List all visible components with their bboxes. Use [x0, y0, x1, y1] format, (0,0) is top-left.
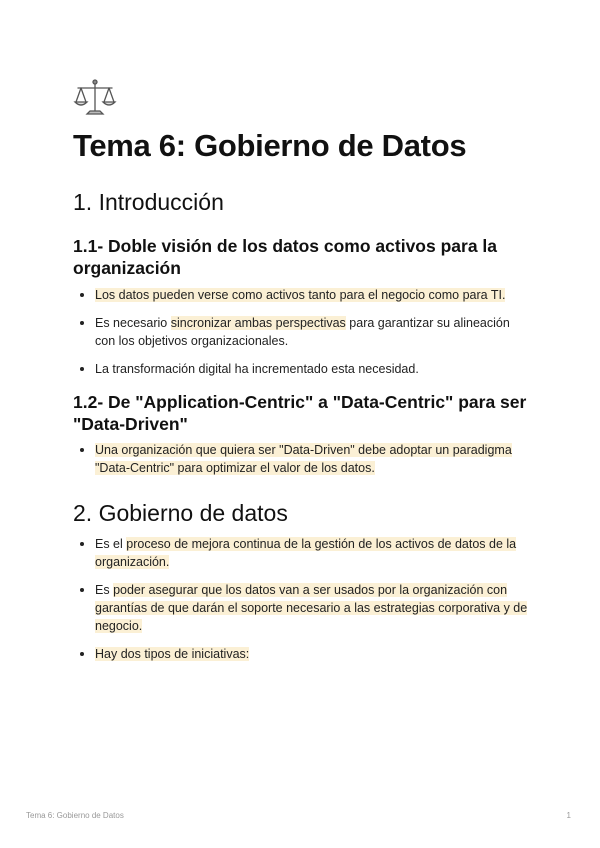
list-text: Es — [95, 583, 114, 597]
list-text: La transformación digital ha incrementado esta necesidad. — [95, 362, 419, 376]
highlight-text: sincronizar ambas perspectivas — [170, 316, 346, 330]
list-item — [73, 286, 533, 304]
highlight-text: Los datos pueden verse como activos tanto para el negocio como para TI. — [95, 288, 506, 302]
highlight-text: proceso de mejora continua de la gestión de los activos de datos de la organización. — [95, 537, 517, 569]
list-text: Es el — [95, 537, 127, 551]
subsection-heading-1-1: 1.1- Doble visión de los datos como activos para la organización — [73, 236, 498, 278]
list-item — [73, 441, 533, 477]
document-title: Tema 6: Gobierno de Datos — [73, 128, 467, 163]
list-item — [73, 535, 533, 571]
bullet-list-1-1 — [73, 286, 533, 388]
list-item — [73, 581, 533, 635]
balance-scale-icon — [73, 76, 117, 120]
list-item — [73, 645, 533, 663]
section-heading-introduccion: 1. Introducción — [73, 189, 224, 215]
footer-title: Tema 6: Gobierno de Datos — [26, 811, 124, 820]
highlight-text: poder asegurar que los datos van a ser usados por la organización con garantías de que darán el soporte necesario a las estrategias corporativa y de negocio. — [95, 583, 528, 633]
bullet-list-1-2 — [73, 441, 533, 487]
list-text: Es necesario — [95, 316, 171, 330]
bullet-list-gobierno — [73, 535, 533, 673]
page-number: 1 — [566, 811, 571, 820]
list-text: para garantizar su alineación con los objetivos organizacionales. — [95, 316, 510, 348]
highlight-text: Una organización que quiera ser "Data-Driven" debe adoptar un paradigma "Data-Centric" para optimizar el valor de los datos. — [95, 443, 512, 475]
subsection-heading-1-2: 1.2- De "Application-Centric" a "Data-Centric" para ser "Data-Driven" — [73, 392, 527, 434]
list-item — [73, 314, 533, 350]
highlight-text: Hay dos tipos de iniciativas: — [95, 647, 250, 661]
section-heading-gobierno: 2. Gobierno de datos — [73, 500, 288, 526]
list-item — [73, 360, 533, 378]
